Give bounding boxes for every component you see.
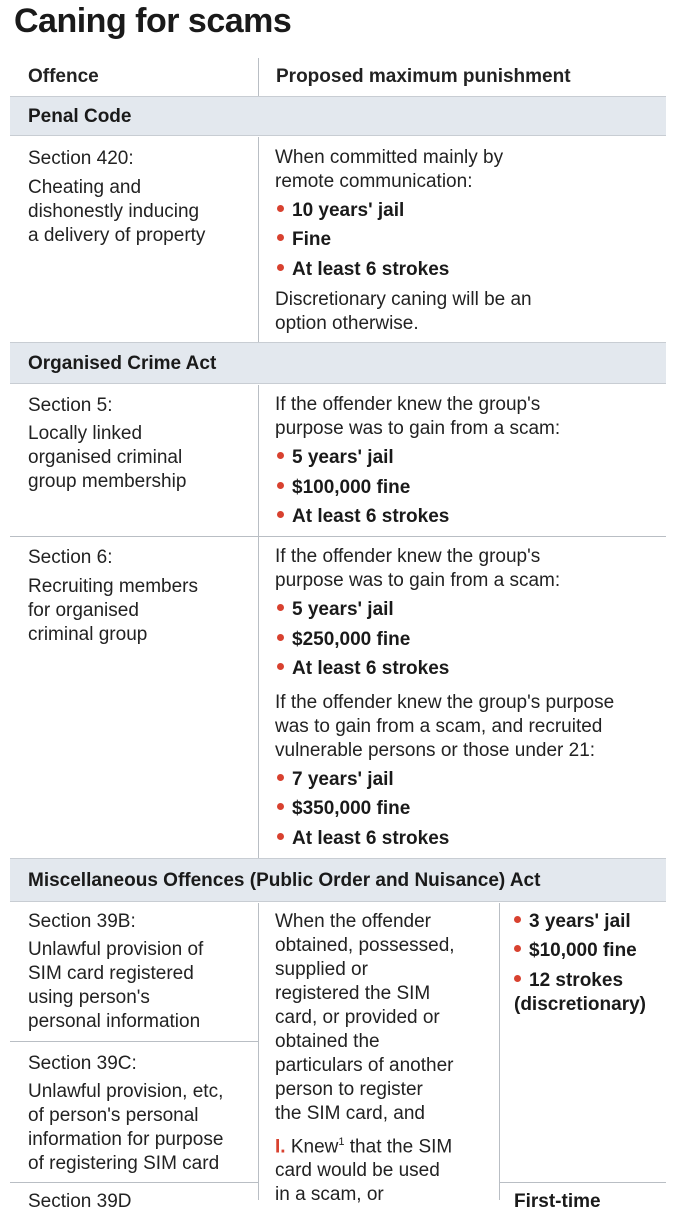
bullet-item: 12 strokes bbox=[514, 969, 623, 993]
offence-desc-420: Cheating and dishonestly inducing a delivery of property bbox=[28, 177, 206, 246]
page-title: Caning for scams bbox=[14, 2, 292, 40]
bullet-dot bbox=[277, 634, 284, 641]
bullet-item: 10 years' jail bbox=[277, 199, 404, 223]
bullet-item: $100,000 fine bbox=[277, 476, 410, 500]
row-divider bbox=[10, 1041, 258, 1042]
bullet-item: $250,000 fine bbox=[277, 628, 410, 652]
row-divider bbox=[10, 536, 666, 537]
punishment-intro2-6: If the offender knew the group's purpose was to gain from a scam, and recruited vulnerable persons or those under 21: bbox=[275, 692, 615, 761]
punishment-intro-6: If the offender knew the group's purpose was to gain from a scam: bbox=[275, 546, 561, 591]
condition-number: I. bbox=[275, 1136, 286, 1158]
bullet-item-qualifier: (discretionary) bbox=[514, 994, 646, 1015]
punishment-outro-420: Discretionary caning will be an option otherwise. bbox=[275, 289, 532, 334]
moa-condition-text: When the offender obtained, possessed, supplied or registered the SIM card, or provided or obtained the particulars of another person to register the SIM card, and I. Knew$^1$ that the SIM card would be used in a scam, or bbox=[275, 911, 455, 1206]
bullet-dot bbox=[277, 604, 284, 611]
bullet-dot bbox=[277, 663, 284, 670]
bullet-dot bbox=[277, 482, 284, 489]
section-band-miscellaneous-offences-act bbox=[10, 858, 666, 902]
section-band-organised-crime-act bbox=[10, 342, 666, 384]
offence-desc-6: Recruiting members for organised criminal group bbox=[28, 576, 198, 645]
offence-desc-39b: Unlawful provision of SIM card registered using person's personal information bbox=[28, 939, 204, 1032]
bullet-dot bbox=[277, 452, 284, 459]
bullet-item: At least 6 strokes bbox=[277, 827, 449, 851]
offence-section-39d: Section 39D bbox=[28, 1191, 132, 1212]
bullet-dot bbox=[514, 916, 521, 923]
offence-section-39c: Section 39C: bbox=[28, 1053, 137, 1074]
bullet-dot bbox=[277, 511, 284, 518]
bullet-item: 5 years' jail bbox=[277, 446, 394, 470]
bullet-dot bbox=[277, 803, 284, 810]
offence-column-header: Offence bbox=[28, 66, 99, 87]
offence-section-5: Section 5: bbox=[28, 395, 113, 416]
bullet-item: At least 6 strokes bbox=[277, 258, 449, 282]
bullet-dot bbox=[277, 205, 284, 212]
bullet-item: 7 years' jail bbox=[277, 768, 394, 792]
column-divider bbox=[258, 137, 259, 342]
bullet-item: 3 years' jail bbox=[514, 910, 631, 934]
footnote-marker: 1 bbox=[338, 1136, 345, 1148]
punishment-intro-5: If the offender knew the group's purpose was to gain from a scam: bbox=[275, 394, 561, 439]
bullet-item: At least 6 strokes bbox=[277, 505, 449, 529]
column-divider bbox=[258, 903, 259, 1200]
bullet-dot bbox=[514, 975, 521, 982]
bullet-dot bbox=[514, 945, 521, 952]
column-divider bbox=[258, 385, 259, 858]
punishment-column-header: Proposed maximum punishment bbox=[276, 66, 571, 87]
punishment-intro-420: When committed mainly by remote communication: bbox=[275, 147, 504, 192]
header-divider bbox=[258, 58, 259, 96]
offence-section-39b: Section 39B: bbox=[28, 911, 136, 932]
row-divider bbox=[10, 1182, 258, 1183]
offence-desc-39c: Unlawful provision, etc, of person's personal information for purpose of registering SIM card bbox=[28, 1081, 224, 1174]
first-time-label: First-time bbox=[514, 1191, 601, 1212]
row-divider bbox=[499, 1182, 666, 1183]
bullet-item: Fine bbox=[277, 228, 331, 252]
section-band-label: Miscellaneous Offences (Public Order and Nuisance) Act bbox=[28, 870, 541, 891]
bullet-dot bbox=[277, 264, 284, 271]
bullet-dot bbox=[277, 833, 284, 840]
section-band-penal-code bbox=[10, 96, 666, 136]
bullet-dot bbox=[277, 234, 284, 241]
offence-section-420: Section 420: bbox=[28, 148, 134, 169]
bullet-item: 5 years' jail bbox=[277, 598, 394, 622]
bullet-dot bbox=[277, 774, 284, 781]
section-band-label: Organised Crime Act bbox=[28, 353, 217, 374]
column-divider bbox=[499, 903, 500, 1200]
bullet-item: At least 6 strokes bbox=[277, 657, 449, 681]
section-band-label: Penal Code bbox=[28, 106, 132, 127]
bullet-item: $350,000 fine bbox=[277, 797, 410, 821]
offence-section-6: Section 6: bbox=[28, 547, 113, 568]
bullet-item: $10,000 fine bbox=[514, 939, 637, 963]
offence-desc-5: Locally linked organised criminal group membership bbox=[28, 423, 187, 492]
